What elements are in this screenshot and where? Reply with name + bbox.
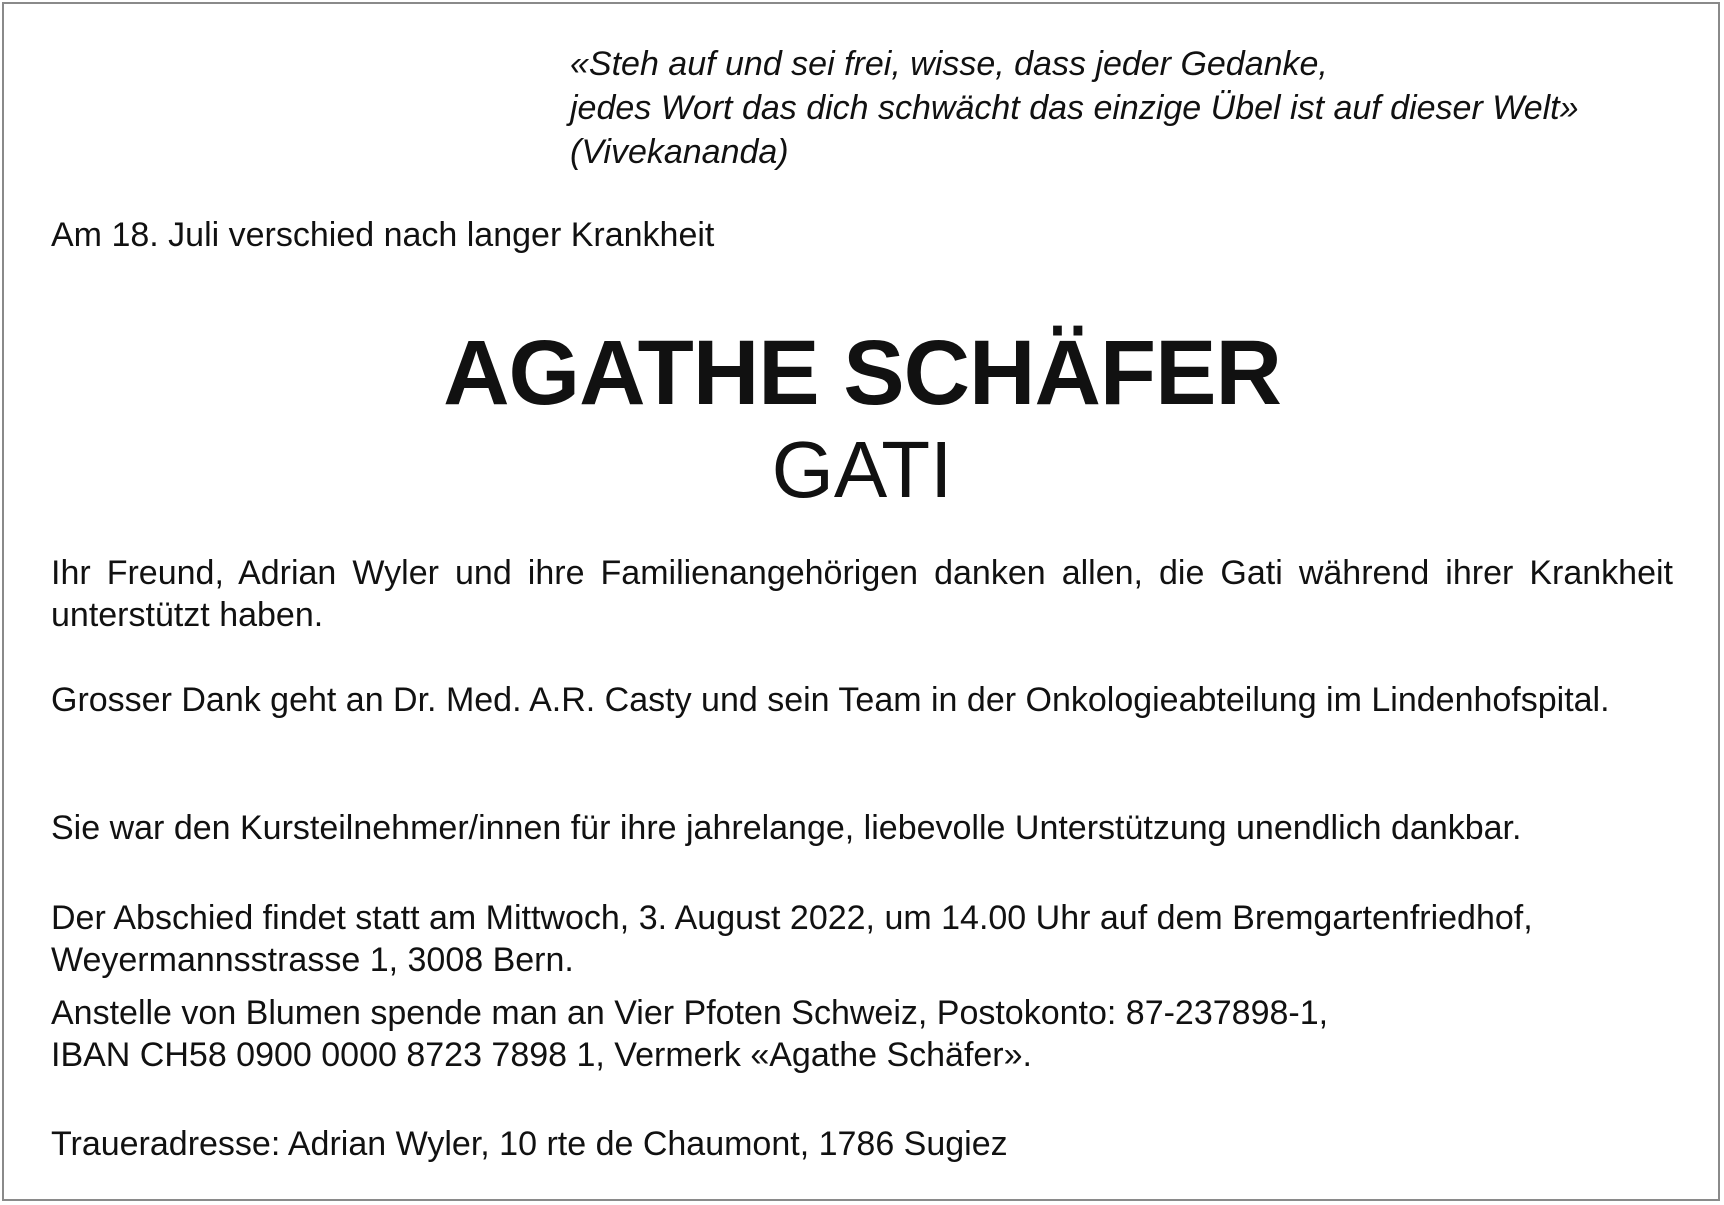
intro-text: Am 18. Juli verschied nach langer Krankheit (51, 216, 715, 254)
donation-line-1: Anstelle von Blumen spende man an Vier Pfoten Schweiz, Postokonto: 87-237898-1, (51, 994, 1329, 1032)
thanks-course-paragraph: Sie war den Kursteilnehmer/innen für ihre jahrelange, liebevolle Unterstützung unendlich dankbar. (51, 809, 1522, 847)
thanks-doctor-paragraph: Grosser Dank geht an Dr. Med. A.R. Casty und sein Team in der Onkologieabteilung im Lindenhofspital. (51, 681, 1610, 719)
farewell-line-2: Weyermannsstrasse 1, 3008 Bern. (51, 941, 574, 979)
quote-line-1: «Steh auf und sei frei, wisse, dass jeder Gedanke, (570, 45, 1328, 83)
deceased-nickname: GATI (771, 425, 953, 514)
donation-paragraph (51, 992, 1673, 1076)
deceased-name: AGATHE SCHÄFER (443, 322, 1281, 424)
farewell-line-1: Der Abschied findet statt am Mittwoch, 3. August 2022, um 14.00 Uhr auf dem Bremgartenfriedhof, (51, 899, 1533, 937)
thanks-family-paragraph: Ihr Freund, Adrian Wyler und ihre Familienangehörigen danken allen, die Gati während ihrer Krankheit unterstützt haben. (51, 554, 1673, 634)
quote-author: (Vivekananda) (570, 133, 789, 171)
farewell-paragraph (51, 897, 1673, 981)
quote-block (570, 42, 1579, 174)
mourning-address: Traueradresse: Adrian Wyler, 10 rte de Chaumont, 1786 Sugiez (51, 1125, 1008, 1163)
donation-line-2: IBAN CH58 0900 0000 8723 7898 1, Vermerk «Agathe Schäfer». (51, 1036, 1032, 1074)
quote-line-2: jedes Wort das dich schwächt das einzige Übel ist auf dieser Welt» (570, 89, 1579, 127)
